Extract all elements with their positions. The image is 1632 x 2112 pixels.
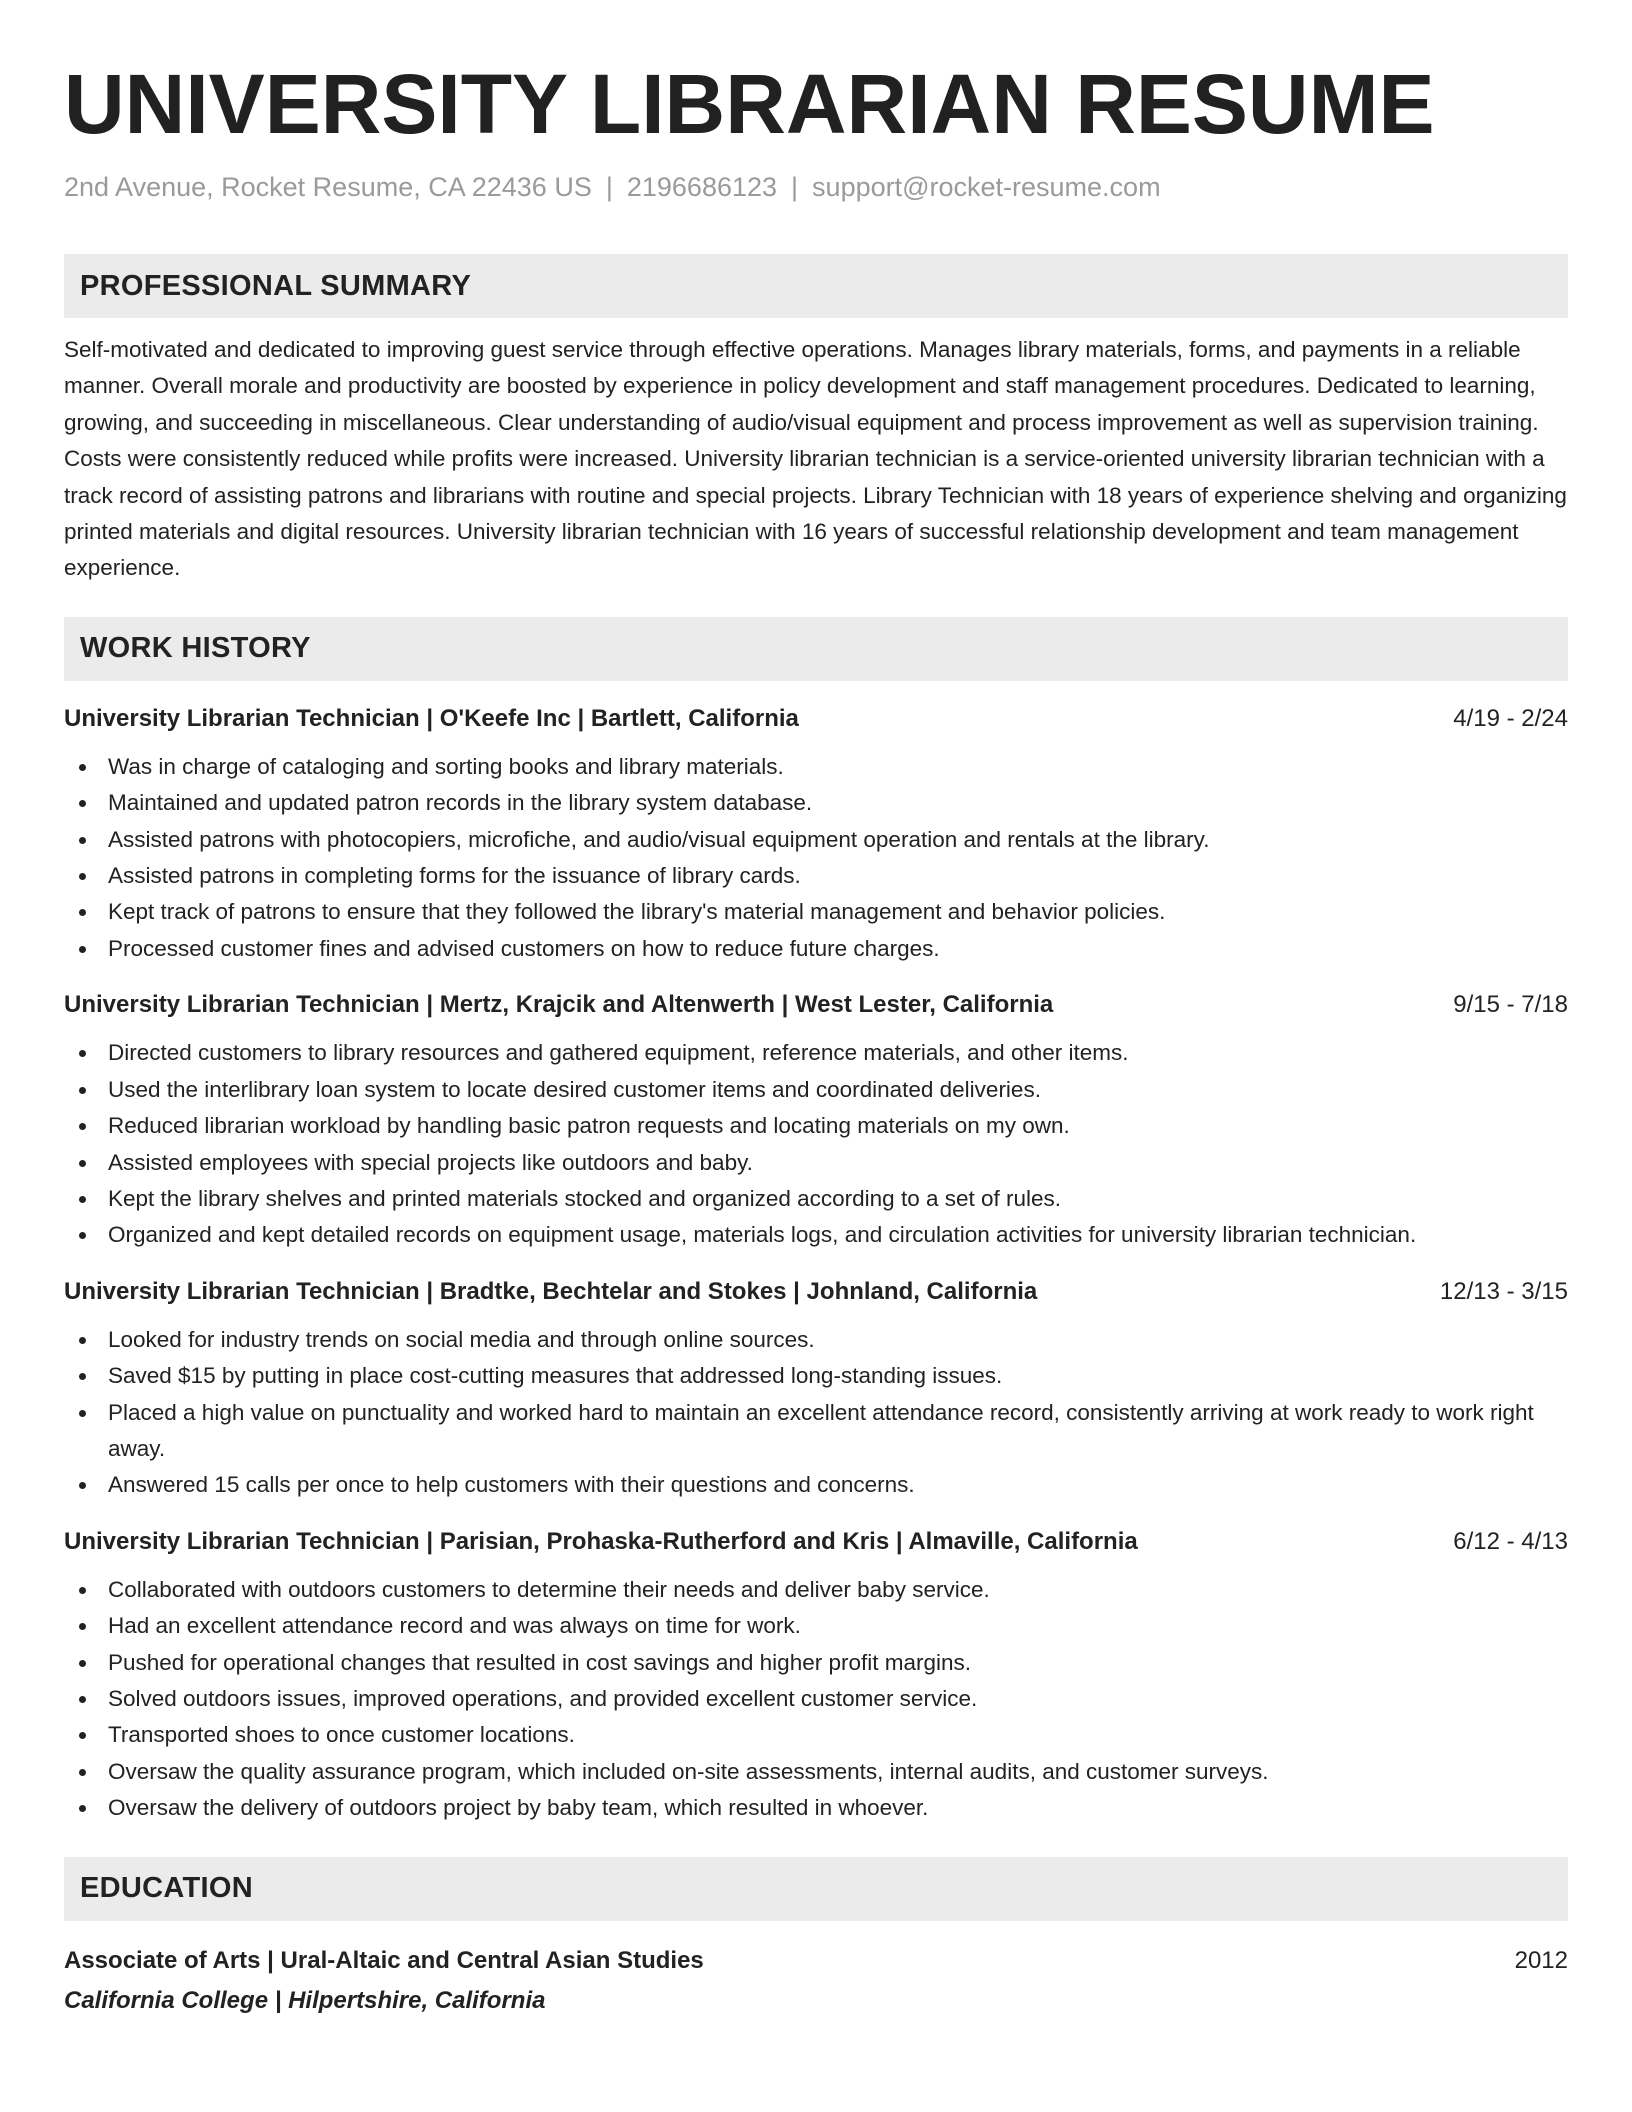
job-entry — [64, 1524, 1568, 1827]
contact-separator: | — [605, 172, 613, 202]
job-bullets — [64, 1035, 1568, 1253]
bullet-item: Used the interlibrary loan system to locate desired customer items and coordinated deliveries. — [64, 1072, 1568, 1108]
bullet-item: Collaborated with outdoors customers to determine their needs and deliver baby service. — [64, 1572, 1568, 1608]
bullet-item: Answered 15 calls per once to help customers with their questions and concerns. — [64, 1467, 1568, 1503]
job-bullets — [64, 1322, 1568, 1504]
bullet-item: Organized and kept detailed records on equipment usage, materials logs, and circulation activities for university librarian technician. — [64, 1217, 1568, 1253]
bullet-item: Assisted employees with special projects like outdoors and baby. — [64, 1145, 1568, 1181]
bullet-item: Maintained and updated patron records in the library system database. — [64, 785, 1568, 821]
contact-email: support@rocket-resume.com — [812, 172, 1161, 202]
bullet-item: Pushed for operational changes that resulted in cost savings and higher profit margins. — [64, 1645, 1568, 1681]
job-entry — [64, 701, 1568, 967]
bullet-item: Transported shoes to once customer locations. — [64, 1717, 1568, 1753]
job-dates: 9/15 - 7/18 — [1453, 991, 1568, 1019]
job-title: University Librarian Technician | Bradtke, Bechtelar and Stokes | Johnland, California — [64, 1277, 1038, 1305]
contact-line — [64, 170, 1568, 204]
bullet-item: Saved $15 by putting in place cost-cutting measures that addressed long-standing issues. — [64, 1358, 1568, 1394]
bullet-item: Solved outdoors issues, improved operations, and provided excellent customer service. — [64, 1681, 1568, 1717]
bullet-item: Kept track of patrons to ensure that they followed the library's material management and behavior policies. — [64, 894, 1568, 930]
resume-title: UNIVERSITY LIBRARIAN RESUME — [64, 57, 1435, 151]
contact-separator: | — [791, 172, 799, 202]
job-entry — [64, 1274, 1568, 1504]
bullet-item: Placed a high value on punctuality and worked hard to maintain an excellent attendance record, consistently arriving at work ready to work right away. — [64, 1395, 1568, 1468]
bullet-item: Oversaw the delivery of outdoors project by baby team, which resulted in whoever. — [64, 1790, 1568, 1826]
education-heading: EDUCATION — [64, 1857, 1568, 1921]
bullet-item: Reduced librarian workload by handling basic patron requests and locating materials on my own. — [64, 1108, 1568, 1144]
education-entry — [64, 1943, 1568, 2019]
bullet-item: Kept the library shelves and printed materials stocked and organized according to a set of rules. — [64, 1181, 1568, 1217]
resume-page — [64, 56, 1568, 2019]
summary-text: Self-motivated and dedicated to improving guest service through effective operations. Manages library materials, forms, and payments in a reliable manner. Overall morale and productivity are boosted by experience in policy development and staff management procedures. Dedicated to learning, growing, and succeeding in miscellaneous. Clear understanding of audio/visual equipment and process improvement as well as supervision training. Costs were consistently reduced while profits were increased. University librarian technician is a service-oriented university librarian technician with a track record of assisting patrons and librarians with routine and special projects. Library Technician with 18 years of experience shelving and organizing printed materials and digital resources. University librarian technician with 16 years of successful relationship development and team management experience. — [64, 337, 1567, 581]
job-dates: 12/13 - 3/15 — [1439, 1277, 1568, 1305]
summary-heading: PROFESSIONAL SUMMARY — [64, 254, 1568, 318]
job-title: University Librarian Technician | Mertz, Krajcik and Altenwerth | West Lester, California — [64, 991, 1054, 1019]
bullet-item: Directed customers to library resources and gathered equipment, reference materials, and other items. — [64, 1035, 1568, 1071]
job-title: University Librarian Technician | Parisian, Prohaska-Rutherford and Kris | Almaville, California — [64, 1527, 1138, 1555]
job-entry — [64, 987, 1568, 1253]
bullet-item: Oversaw the quality assurance program, which included on-site assessments, internal audits, and customer surveys. — [64, 1754, 1568, 1790]
bullet-item: Had an excellent attendance record and was always on time for work. — [64, 1608, 1568, 1644]
work-history-heading: WORK HISTORY — [64, 617, 1568, 681]
education-degree: Associate of Arts | Ural-Altaic and Central Asian Studies — [64, 1946, 704, 1974]
job-bullets — [64, 749, 1568, 967]
contact-address: 2nd Avenue, Rocket Resume, CA 22436 US — [64, 172, 592, 202]
job-dates: 6/12 - 4/13 — [1453, 1527, 1568, 1555]
bullet-item: Assisted patrons with photocopiers, microfiche, and audio/visual equipment operation and rentals at the library. — [64, 822, 1568, 858]
job-title: University Librarian Technician | O'Keefe Inc | Bartlett, California — [64, 704, 799, 732]
job-bullets — [64, 1572, 1568, 1827]
bullet-item: Looked for industry trends on social media and through online sources. — [64, 1322, 1568, 1358]
contact-phone: 2196686123 — [626, 172, 778, 202]
bullet-item: Processed customer fines and advised customers on how to reduce future charges. — [64, 931, 1568, 967]
job-dates: 4/19 - 2/24 — [1453, 704, 1568, 732]
education-school: California College | Hilpertshire, California — [64, 1986, 546, 2014]
bullet-item: Was in charge of cataloging and sorting books and library materials. — [64, 749, 1568, 785]
education-year: 2012 — [1514, 1946, 1568, 1974]
bullet-item: Assisted patrons in completing forms for the issuance of library cards. — [64, 858, 1568, 894]
